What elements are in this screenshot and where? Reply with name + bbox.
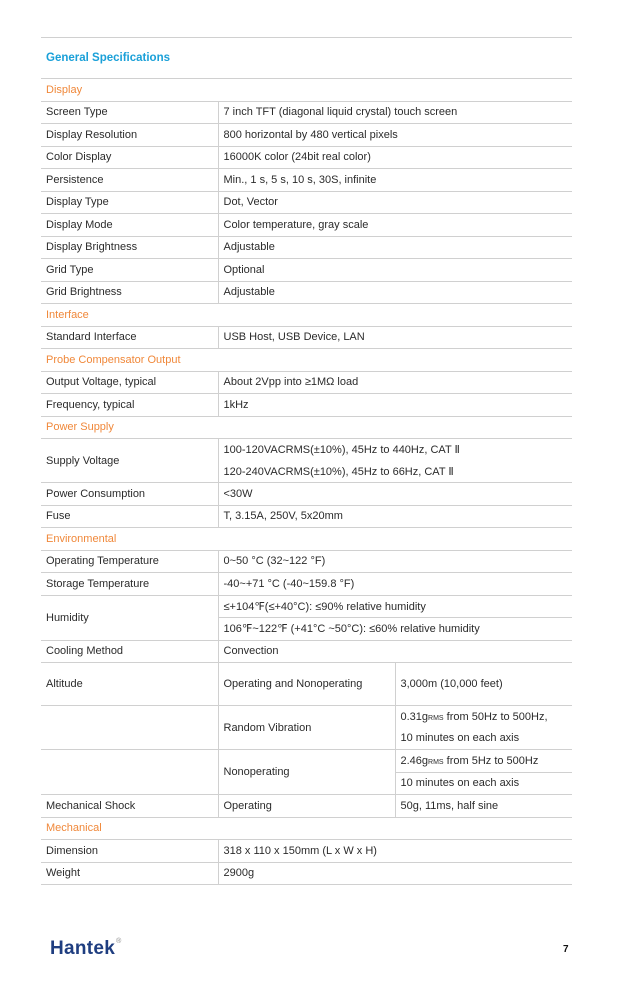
table-row [41,706,572,728]
spec-label: Grid Brightness [41,281,218,304]
spec-value: 106℉~122℉ (+41°C ~50°C): ≤60% relative humidity [218,618,572,641]
spec-value: 800 horizontal by 480 vertical pixels [218,124,572,147]
table-row [41,750,572,773]
spec-value: 0.31gRMS from 50Hz to 500Hz, [395,706,572,728]
page-title: General Specifications [41,38,572,79]
spec-label: Mechanical Shock [41,795,218,818]
table-row [41,236,572,259]
page-number: 7 [563,944,569,955]
spec-value: T, 3.15A, 250V, 5x20mm [218,505,572,528]
spec-label: Color Display [41,146,218,169]
table-row [41,439,572,461]
registered-mark: ® [116,938,122,945]
spec-label: Supply Voltage [41,439,218,483]
table-row [41,550,572,573]
spec-value: 318 x 110 x 150mm (L x W x H) [218,840,572,863]
spec-label: Operating Temperature [41,550,218,573]
table-row [41,663,572,706]
section-power [41,416,572,439]
spec-label: Persistence [41,169,218,192]
table-row [41,281,572,304]
table-row [41,394,572,417]
spec-value: USB Host, USB Device, LAN [218,326,572,349]
spec-label: Dimension [41,840,218,863]
spec-value: Min., 1 s, 5 s, 10 s, 30S, infinite [218,169,572,192]
hantek-logo: Hantek® [50,938,122,959]
spec-label: Screen Type [41,101,218,124]
spec-value: Dot, Vector [218,191,572,214]
table-row [41,573,572,596]
section-title: Environmental [41,528,572,551]
table-row [41,169,572,192]
spec-value: Adjustable [218,236,572,259]
spec-value: 1kHz [218,394,572,417]
section-title: Probe Compensator Output [41,349,572,372]
spec-condition: Nonoperating [218,750,395,795]
spec-value: About 2Vpp into ≥1MΩ load [218,371,572,394]
spec-condition: Random Vibration [218,706,395,750]
table-row [41,191,572,214]
spec-value: 120-240VACRMS(±10%), 45Hz to 66Hz, CAT Ⅱ [218,461,572,483]
spec-label: Altitude [41,663,218,706]
spec-label: Standard Interface [41,326,218,349]
spec-value: Adjustable [218,281,572,304]
spec-value: 7 inch TFT (diagonal liquid crystal) touch screen [218,101,572,124]
spec-label: Output Voltage, typical [41,371,218,394]
table-row [41,146,572,169]
spec-label: Weight [41,862,218,885]
table-row [41,214,572,237]
spec-label: Display Brightness [41,236,218,259]
spec-value: 100-120VACRMS(±10%), 45Hz to 440Hz, CAT Ⅱ [218,439,572,461]
spec-label-empty [41,750,218,795]
spec-label: Power Consumption [41,483,218,506]
spec-value: Convection [218,640,572,663]
table-row [41,840,572,863]
spec-value: 10 minutes on each axis [395,772,572,795]
spec-label: Frequency, typical [41,394,218,417]
spec-condition: Operating and Nonoperating [218,663,395,706]
spec-value: 0~50 °C (32~122 °F) [218,550,572,573]
table-row [41,862,572,885]
spec-label: Fuse [41,505,218,528]
table-row [41,640,572,663]
section-title: Mechanical [41,817,572,840]
section-title: Interface [41,304,572,327]
table-row [41,483,572,506]
table-row [41,101,572,124]
table-row [41,326,572,349]
spec-label: Display Mode [41,214,218,237]
section-title: Power Supply [41,416,572,439]
spec-condition: Operating [218,795,395,818]
spec-value: ≤+104℉(≤+40°C): ≤90% relative humidity [218,595,572,618]
spec-value: 10 minutes on each axis [395,728,572,750]
table-row [41,795,572,818]
table-row [41,124,572,147]
section-display [41,79,572,101]
spec-label: Grid Type [41,259,218,282]
section-mechanical [41,817,572,840]
spec-label: Cooling Method [41,640,218,663]
spec-value: 50g, 11ms, half sine [395,795,572,818]
spec-value: 16000K color (24bit real color) [218,146,572,169]
spec-page [41,37,572,885]
spec-value: 2.46gRMS from 5Hz to 500Hz [395,750,572,773]
table-row [41,505,572,528]
spec-value: 2900g [218,862,572,885]
spec-value: -40~+71 °C (-40~159.8 °F) [218,573,572,596]
section-interface [41,304,572,327]
section-title: Display [41,79,572,101]
table-row [41,371,572,394]
spec-label: Display Resolution [41,124,218,147]
spec-value: <30W [218,483,572,506]
table-row [41,259,572,282]
spec-value: Optional [218,259,572,282]
spec-table [41,79,572,885]
table-row [41,595,572,618]
spec-label: Humidity [41,595,218,640]
spec-label-empty [41,706,218,750]
spec-label: Display Type [41,191,218,214]
spec-label: Storage Temperature [41,573,218,596]
section-environmental [41,528,572,551]
spec-value: Color temperature, gray scale [218,214,572,237]
section-probe [41,349,572,372]
spec-value: 3,000m (10,000 feet) [395,663,572,706]
